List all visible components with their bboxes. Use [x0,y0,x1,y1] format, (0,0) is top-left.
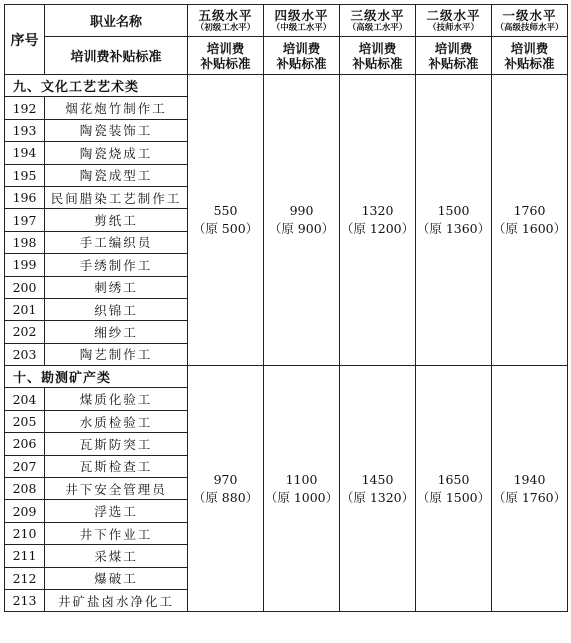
row-seq: 196 [5,186,45,208]
fee-header-4 [264,37,340,75]
level-sub: （高级工水平） [347,22,408,33]
occupation-name: 爆破工 [45,567,188,589]
fee-line1: 培训费 [434,40,473,56]
subsidy-value-cell [264,75,340,366]
occupation-name: 陶瓷成型工 [45,164,188,186]
level-name: 二级水平 [426,7,481,23]
subsidy-value-cell [492,75,568,366]
header-row-fees [5,37,568,75]
subsidy-table [4,4,568,612]
occupation-name: 煤质化验工 [45,388,188,410]
subsidy-value-cell [416,366,492,612]
level-header-3 [340,5,416,37]
occupation-name: 烟花炮竹制作工 [45,97,188,119]
fee-line2: 补贴标准 [352,55,403,71]
row-seq: 198 [5,231,45,253]
subsidy-value-cell [416,75,492,366]
subsidy-value-cell [340,75,416,366]
row-seq: 203 [5,343,45,365]
occupation-name: 浮选工 [45,500,188,522]
subsidy-amount: 1500 [437,203,470,219]
fee-header-2 [416,37,492,75]
occupation-name: 井下作业工 [45,522,188,544]
occupation-name: 水质检验工 [45,410,188,432]
row-seq: 205 [5,410,45,432]
occupation-header: 职业名称 [45,5,188,37]
fee-header-1 [492,37,568,75]
row-seq: 193 [5,119,45,141]
fee-header-5 [188,37,264,75]
level-sub: （中级工水平） [271,22,332,33]
subsidy-original: （原 1200） [340,221,415,237]
subsidy-amount: 970 [213,471,238,487]
fee-header-3 [340,37,416,75]
occupation-name: 陶艺制作工 [45,343,188,365]
subsidy-original: （原 1000） [264,489,339,505]
subsidy-value-cell [492,366,568,612]
occupation-name: 织锦工 [45,298,188,320]
level-sub: （技师水平） [427,22,479,33]
subsidy-original: （原 1320） [340,489,415,505]
subsidy-value-cell [188,366,264,612]
fee-line1: 培训费 [206,40,245,56]
row-seq: 199 [5,254,45,276]
occupation-name: 采煤工 [45,545,188,567]
row-seq: 202 [5,321,45,343]
row-seq: 195 [5,164,45,186]
row-seq: 194 [5,142,45,164]
level-sub: （初级工水平） [195,22,256,33]
row-seq: 207 [5,455,45,477]
subsidy-original: （原 880） [192,489,259,505]
category-title: 九、文化工艺艺术类 [5,75,188,97]
level-header-2 [416,5,492,37]
level-sub: （高级技师水平） [495,22,564,33]
subsidy-original: （原 1500） [416,489,491,505]
fee-line2: 补贴标准 [504,55,555,71]
level-header-5 [188,5,264,37]
fee-line1: 培训费 [282,40,321,56]
subsidy-value-cell [340,366,416,612]
row-seq: 212 [5,567,45,589]
occupation-name: 陶瓷装饰工 [45,119,188,141]
row-seq: 209 [5,500,45,522]
row-seq: 206 [5,433,45,455]
fee-line1: 培训费 [358,40,397,56]
subsidy-table-wrapper [4,4,568,612]
table-body [5,5,568,612]
subsidy-value-cell [264,366,340,612]
subsidy-amount: 1760 [513,203,546,219]
occupation-name: 刺绣工 [45,276,188,298]
subsidy-amount: 990 [289,203,314,219]
row-seq: 200 [5,276,45,298]
occupation-name: 手绣制作工 [45,254,188,276]
row-seq: 201 [5,298,45,320]
occupation-name: 瓦斯防突工 [45,433,188,455]
subsidy-amount: 1650 [437,471,470,487]
subsidy-original: （原 1760） [492,489,567,505]
fee-line2: 补贴标准 [276,55,327,71]
subsidy-header: 培训费补贴标准 [45,37,188,75]
seq-header: 序号 [5,5,45,75]
occupation-name: 缃纱工 [45,321,188,343]
fee-line1: 培训费 [510,40,549,56]
level-header-1 [492,5,568,37]
subsidy-amount: 1320 [361,203,394,219]
fee-line2: 补贴标准 [428,55,479,71]
level-name: 四级水平 [274,7,329,23]
occupation-name: 手工编织员 [45,231,188,253]
category-title: 十、勘测矿产类 [5,366,188,388]
subsidy-amount: 1940 [513,471,546,487]
level-name: 一级水平 [502,7,557,23]
occupation-name: 民间腊染工艺制作工 [45,186,188,208]
row-seq: 197 [5,209,45,231]
row-seq: 211 [5,545,45,567]
subsidy-amount: 1450 [361,471,394,487]
level-name: 五级水平 [198,7,253,23]
subsidy-amount: 550 [213,203,238,219]
category-row [5,75,568,97]
row-seq: 208 [5,478,45,500]
category-row [5,366,568,388]
level-header-4 [264,5,340,37]
header-row-levels [5,5,568,37]
level-name: 三级水平 [350,7,405,23]
occupation-name: 井矿盐卤水净化工 [45,589,188,611]
row-seq: 204 [5,388,45,410]
occupation-name: 陶瓷烧成工 [45,142,188,164]
subsidy-value-cell [188,75,264,366]
occupation-name: 剪纸工 [45,209,188,231]
row-seq: 213 [5,589,45,611]
row-seq: 192 [5,97,45,119]
subsidy-original: （原 1360） [416,221,491,237]
occupation-name: 井下安全管理员 [45,478,188,500]
subsidy-original: （原 500） [192,221,259,237]
fee-line2: 补贴标准 [200,55,251,71]
row-seq: 210 [5,522,45,544]
occupation-name: 瓦斯检查工 [45,455,188,477]
subsidy-original: （原 1600） [492,221,567,237]
subsidy-original: （原 900） [268,221,335,237]
subsidy-amount: 1100 [285,471,318,487]
